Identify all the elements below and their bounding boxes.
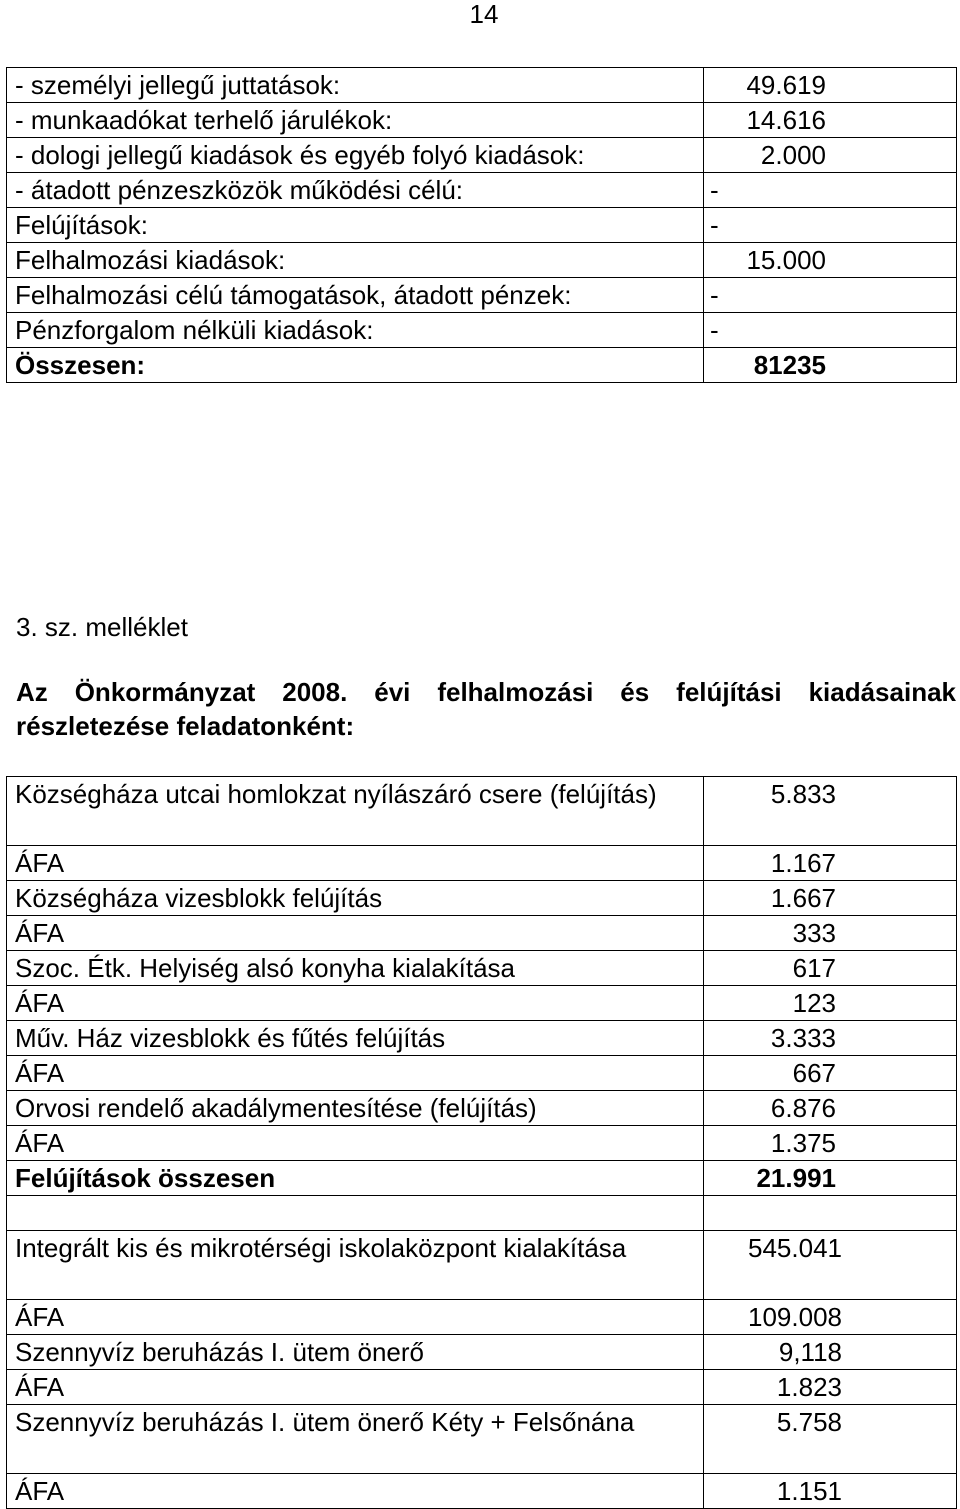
row-value: 667	[792, 1058, 836, 1088]
row-label: ÁFA	[7, 1474, 704, 1509]
row-value: -	[710, 280, 719, 310]
row-label: ÁFA	[7, 1056, 704, 1091]
total-row	[7, 348, 957, 383]
row-value: 9,118	[778, 1337, 842, 1367]
row-value: 6.876	[770, 1093, 836, 1123]
row-label: Műv. Ház vizesblokk és fűtés felújítás	[7, 1021, 704, 1056]
row-label: Felhalmozási kiadások:	[7, 243, 704, 278]
table-row	[7, 951, 957, 986]
row-value: 15.000	[746, 245, 826, 275]
table-row	[7, 916, 957, 951]
row-value: 1.375	[770, 1128, 836, 1158]
table-row	[7, 846, 957, 881]
table-row	[7, 1474, 957, 1509]
table-row	[7, 1231, 957, 1300]
row-label: Pénzforgalom nélküli kiadások:	[7, 313, 704, 348]
row-value: 545.041	[748, 1233, 842, 1263]
annex-label: 3. sz. melléklet	[16, 612, 188, 642]
row-value: 1.151	[776, 1476, 842, 1506]
row-label: ÁFA	[7, 986, 704, 1021]
table-row	[7, 986, 957, 1021]
row-label: ÁFA	[7, 916, 704, 951]
row-value: 333	[792, 918, 836, 948]
table-row	[7, 1300, 957, 1335]
table-row	[7, 243, 957, 278]
row-value: -	[710, 210, 719, 240]
row-value: 5.833	[770, 779, 836, 809]
table-row	[7, 278, 957, 313]
row-label: - átadott pénzeszközök működési célú:	[7, 173, 704, 208]
detail-table	[6, 776, 957, 1509]
row-label: - személyi jellegű juttatások:	[7, 68, 704, 103]
row-value: 3.333	[770, 1023, 836, 1053]
row-label: Felhalmozási célú támogatások, átadott pénzek:	[7, 278, 704, 313]
row-label: - dologi jellegű kiadások és egyéb folyó kiadások:	[7, 138, 704, 173]
row-label: Orvosi rendelő akadálymentesítése (felújítás)	[7, 1091, 704, 1126]
row-label: Községháza vizesblokk felújítás	[7, 881, 704, 916]
total-label: Összesen:	[7, 348, 704, 383]
row-label: Integrált kis és mikrotérségi iskolaközpont kialakítása	[7, 1231, 704, 1300]
row-value: 1.667	[770, 883, 836, 913]
row-label: ÁFA	[7, 1300, 704, 1335]
row-value: 49.619	[746, 70, 826, 100]
row-label: Felújítások:	[7, 208, 704, 243]
row-value: -	[710, 315, 719, 345]
table-row	[7, 1126, 957, 1161]
row-value: 617	[792, 953, 836, 983]
subtotal-value: 21.991	[756, 1163, 836, 1193]
table-row	[7, 1335, 957, 1370]
page-number: 14	[469, 0, 499, 29]
total-value: 81235	[753, 350, 826, 380]
row-label: ÁFA	[7, 1126, 704, 1161]
row-label: - munkaadókat terhelő járulékok:	[7, 103, 704, 138]
row-label: Szennyvíz beruházás I. ütem önerő Kéty + Felsőnána	[7, 1405, 704, 1474]
row-value: 14.616	[746, 105, 826, 135]
table-row	[7, 881, 957, 916]
row-label	[7, 1196, 704, 1231]
table-row	[7, 777, 957, 846]
row-value: 5.758	[776, 1407, 842, 1437]
row-label: ÁFA	[7, 846, 704, 881]
section-heading: Az Önkormányzat 2008. évi felhalmozási és felújítási kiadásainak részletezése feladatonként:	[16, 677, 956, 741]
subtotal-row	[7, 1161, 957, 1196]
table-row	[7, 173, 957, 208]
row-value: 123	[792, 988, 836, 1018]
table-row	[7, 68, 957, 103]
table-row	[7, 1021, 957, 1056]
row-value: 1.167	[770, 848, 836, 878]
summary-table	[6, 67, 957, 383]
row-label: ÁFA	[7, 1370, 704, 1405]
row-value: 2.000	[760, 140, 826, 170]
row-label: Szennyvíz beruházás I. ütem önerő	[7, 1335, 704, 1370]
row-value: 109.008	[748, 1302, 842, 1332]
table-row	[7, 1091, 957, 1126]
row-value: 1.823	[776, 1372, 842, 1402]
row-label: Szoc. Étk. Helyiség alsó konyha kialakítása	[7, 951, 704, 986]
table-row	[7, 313, 957, 348]
empty-row	[7, 1196, 957, 1231]
row-label: Községháza utcai homlokzat nyílászáró csere (felújítás)	[7, 777, 704, 846]
table-row	[7, 1405, 957, 1474]
table-row	[7, 208, 957, 243]
row-value: -	[710, 175, 719, 205]
table-row	[7, 1056, 957, 1091]
subtotal-label: Felújítások összesen	[7, 1161, 704, 1196]
table-row	[7, 138, 957, 173]
table-row	[7, 1370, 957, 1405]
table-row	[7, 103, 957, 138]
